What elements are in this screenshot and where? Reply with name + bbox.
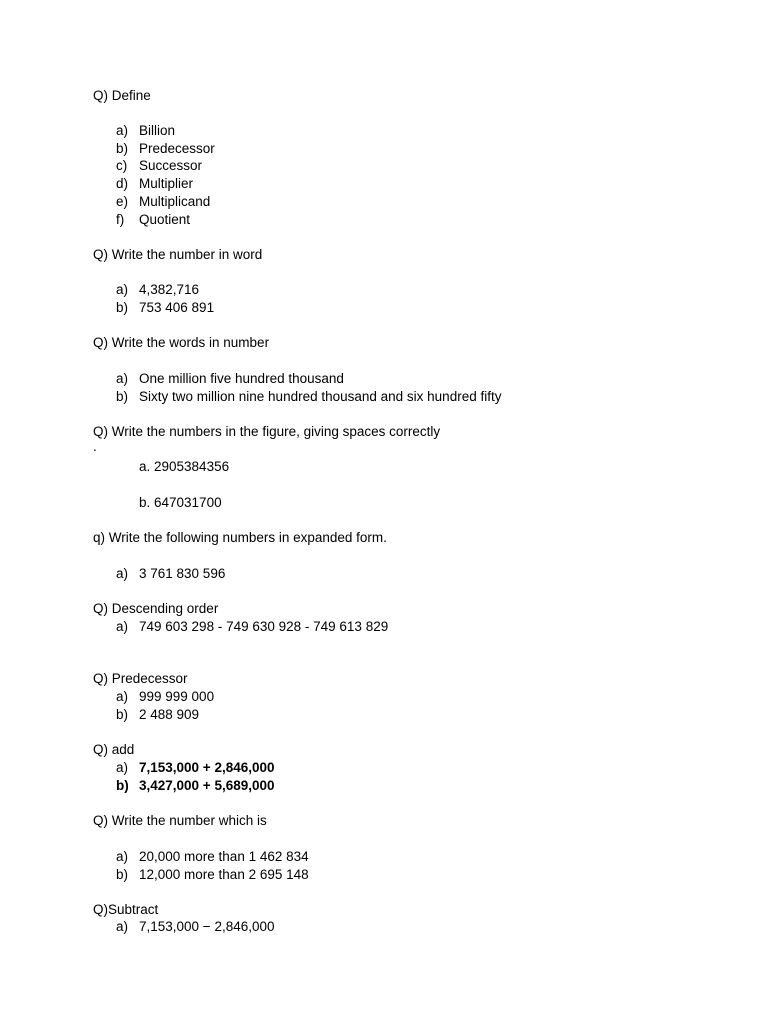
item-text: 20,000 more than 1 462 834 (139, 848, 309, 864)
item-text: 749 603 298 - 749 630 928 - 749 613 829 (139, 618, 389, 634)
list-item (116, 618, 388, 636)
list-item (116, 866, 309, 884)
item-label: b) (116, 778, 129, 793)
list-item (116, 759, 275, 777)
item-text: 2 488 909 (139, 707, 200, 722)
list-item (116, 777, 275, 795)
item-label: a) (116, 848, 129, 864)
item-label: f) (116, 211, 125, 227)
item-text: 999 999 000 (139, 689, 215, 704)
item-label: a) (116, 919, 129, 934)
item-label: e) (116, 193, 129, 209)
item-text: 4,382,716 (139, 282, 200, 297)
question-title-predecessor: Q) Predecessor (93, 671, 188, 686)
item-label: c) (116, 158, 128, 173)
question-title-numbers-in-figure: Q) Write the numbers in the figure, giving spaces correctly (93, 424, 441, 439)
item-text: Sixty two million nine hundred thousand and six hundred fifty (139, 388, 502, 404)
item-text: Multiplicand (139, 193, 211, 209)
list-item (116, 193, 210, 211)
item-text: 7,153,000 − 2,846,000 (139, 919, 275, 934)
item-label: d) (116, 176, 129, 191)
list-item (116, 281, 199, 299)
item-label: a) (116, 760, 129, 775)
list-item (116, 175, 193, 193)
question-title-expanded-form: q) Write the following numbers in expanded form. (93, 530, 387, 545)
stray-dot: . (93, 439, 97, 454)
list-item (116, 688, 214, 706)
question-title-number-in-word: Q) Write the number in word (93, 247, 263, 262)
list-item (116, 565, 225, 583)
item-text: 3,427,000 + 5,689,000 (139, 778, 275, 793)
item-text: 3 761 830 596 (139, 565, 226, 581)
item-text: Multiplier (139, 176, 194, 191)
item-label: b) (116, 388, 129, 404)
item-label: a) (116, 370, 129, 386)
list-item (116, 370, 344, 388)
list-item (116, 706, 199, 724)
question-title-define: Q) Define (93, 88, 151, 103)
question-title-number-which-is: Q) Write the number which is (93, 813, 267, 828)
item-text: 12,000 more than 2 695 148 (139, 866, 309, 882)
item-text: One million five hundred thousand (139, 370, 344, 386)
item-label: a) (116, 282, 129, 297)
item-label: a) (116, 618, 129, 634)
list-item (116, 848, 309, 866)
item-label: b) (116, 707, 129, 722)
item-label: b) (116, 300, 129, 315)
item-text: Billion (139, 123, 176, 138)
question-title-subtract: Q)Subtract (93, 901, 159, 917)
list-item (116, 918, 275, 936)
item-text: Successor (139, 158, 203, 173)
item-label: a) (116, 123, 129, 138)
list-item (116, 388, 501, 406)
item-text: Predecessor (139, 140, 215, 156)
list-item (116, 157, 202, 175)
item-text: 7,153,000 + 2,846,000 (139, 760, 275, 775)
question-title-descending-order: Q) Descending order (93, 601, 219, 616)
item-label: b) (116, 140, 129, 156)
list-item (116, 299, 214, 317)
item-text: Quotient (139, 211, 191, 227)
question-title-words-in-number: Q) Write the words in number (93, 335, 270, 350)
list-item (116, 211, 190, 229)
question-title-add: Q) add (93, 742, 135, 757)
item-label: b) (116, 866, 129, 882)
list-item (116, 140, 215, 158)
item-text: 753 406 891 (139, 300, 215, 315)
item-label: a) (116, 689, 129, 704)
list-item (116, 122, 175, 140)
list-item: b. 647031700 (139, 494, 222, 510)
list-item: a. 2905384356 (139, 459, 230, 474)
item-label: a) (116, 565, 129, 581)
